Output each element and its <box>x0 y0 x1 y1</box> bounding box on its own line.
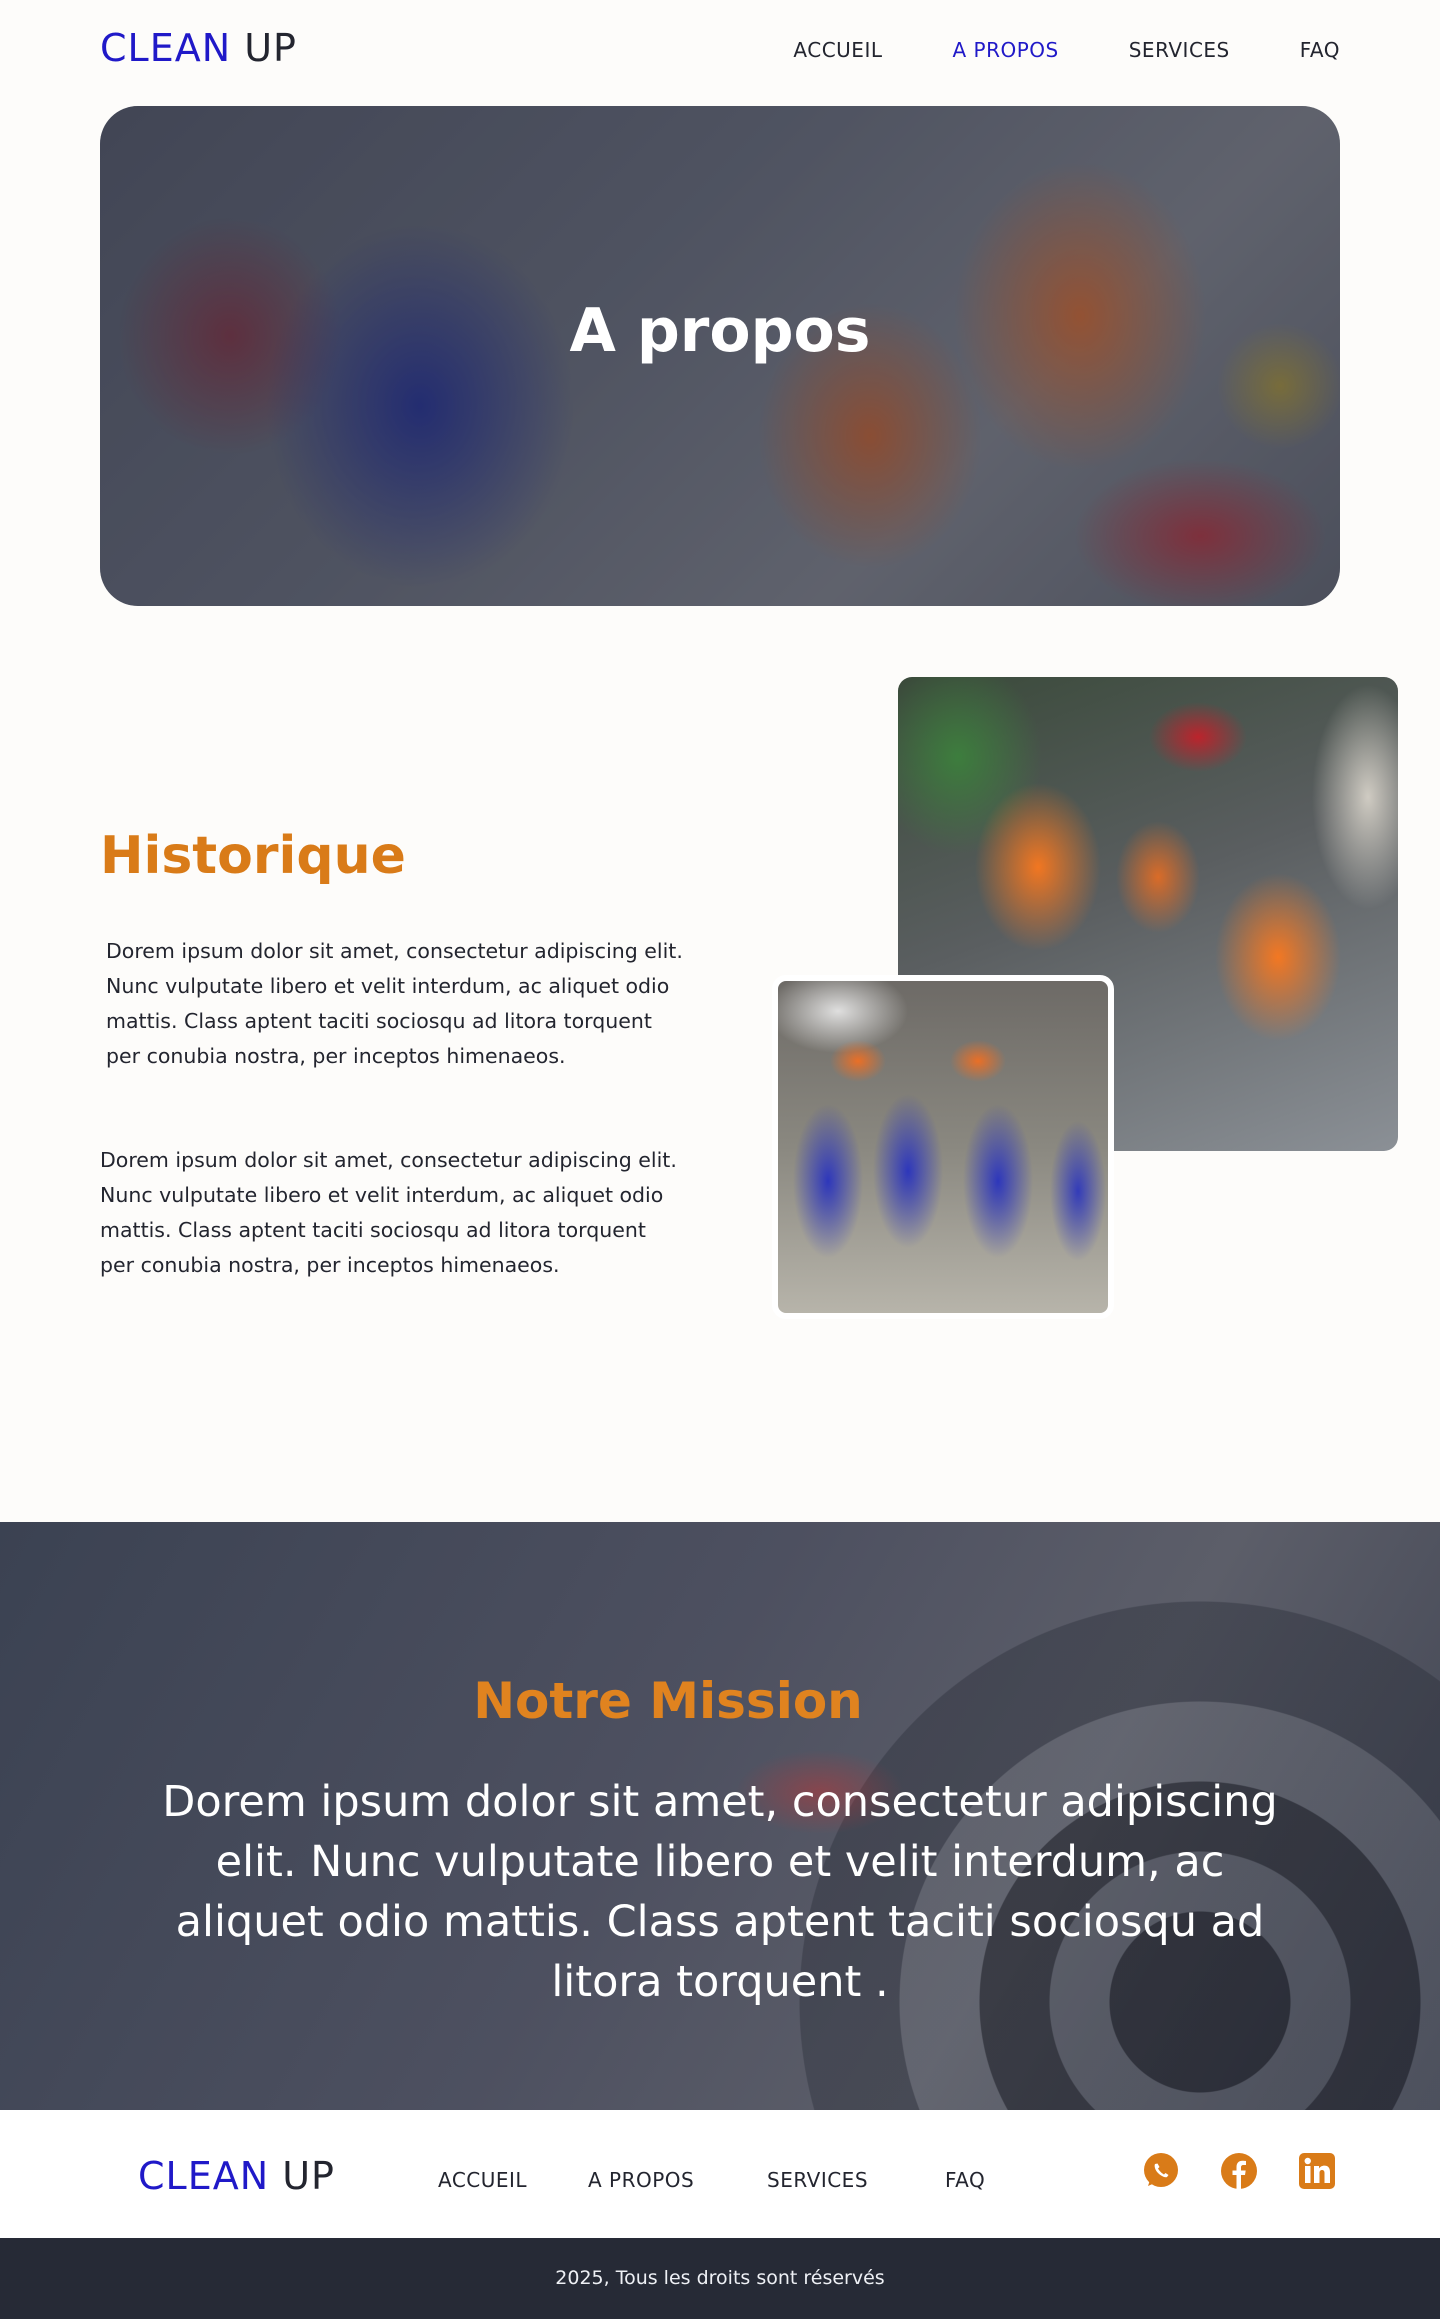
nav-services[interactable]: SERVICES <box>1128 38 1230 62</box>
footer-logo-up: UP <box>282 2154 335 2198</box>
mission-title: Notre Mission <box>473 1672 863 1730</box>
nav-accueil[interactable]: ACCUEIL <box>793 38 883 62</box>
logo[interactable] <box>100 26 297 70</box>
site-footer <box>0 2110 1440 2238</box>
mission-section <box>0 1522 1440 2110</box>
nav-a-propos[interactable]: A PROPOS <box>952 38 1059 62</box>
historique-title: Historique <box>100 826 406 886</box>
hero-title: A propos <box>569 296 871 366</box>
historique-paragraph-1: Dorem ipsum dolor sit amet, consectetur adipiscing elit. Nunc vulputate libero et velit interdum, ac aliquet odio mattis. Class aptent taciti sociosqu ad litora torquent per conubia nostra, per inceptos himenaeos. <box>106 939 683 1068</box>
footer-logo-clean: CLEAN <box>138 2154 270 2198</box>
nav-faq[interactable]: FAQ <box>1299 38 1340 62</box>
copyright-bar <box>0 2238 1440 2319</box>
footer-logo[interactable] <box>138 2154 335 2198</box>
historique-paragraph-2: Dorem ipsum dolor sit amet, consectetur adipiscing elit. Nunc vulputate libero et velit interdum, ac aliquet odio mattis. Class aptent taciti sociosqu ad litora torquent per conubia nostra, per inceptos himenaeos. <box>100 1148 677 1277</box>
footer-nav-accueil[interactable]: ACCUEIL <box>438 2168 528 2192</box>
hero-banner <box>100 106 1340 606</box>
footer-nav-a-propos[interactable]: A PROPOS <box>588 2168 695 2192</box>
whatsapp-icon[interactable] <box>1142 2152 1180 2190</box>
main-nav <box>793 38 1340 62</box>
mission-text: Dorem ipsum dolor sit amet, consectetur adipiscing elit. Nunc vulputate libero et velit interdum, ac aliquet odio mattis. Class aptent taciti sociosqu ad litora torquent . <box>162 1777 1278 2007</box>
logo-up: UP <box>244 26 297 70</box>
logo-clean: CLEAN <box>100 26 232 70</box>
linkedin-icon[interactable] <box>1298 2152 1336 2190</box>
workers-photo-small <box>772 975 1114 1319</box>
footer-nav-services[interactable]: SERVICES <box>767 2168 869 2192</box>
site-header <box>0 0 1440 100</box>
copyright-text: 2025, Tous les droits sont réservés <box>555 2267 885 2289</box>
facebook-icon[interactable] <box>1220 2152 1258 2190</box>
footer-nav-faq[interactable]: FAQ <box>945 2168 986 2192</box>
